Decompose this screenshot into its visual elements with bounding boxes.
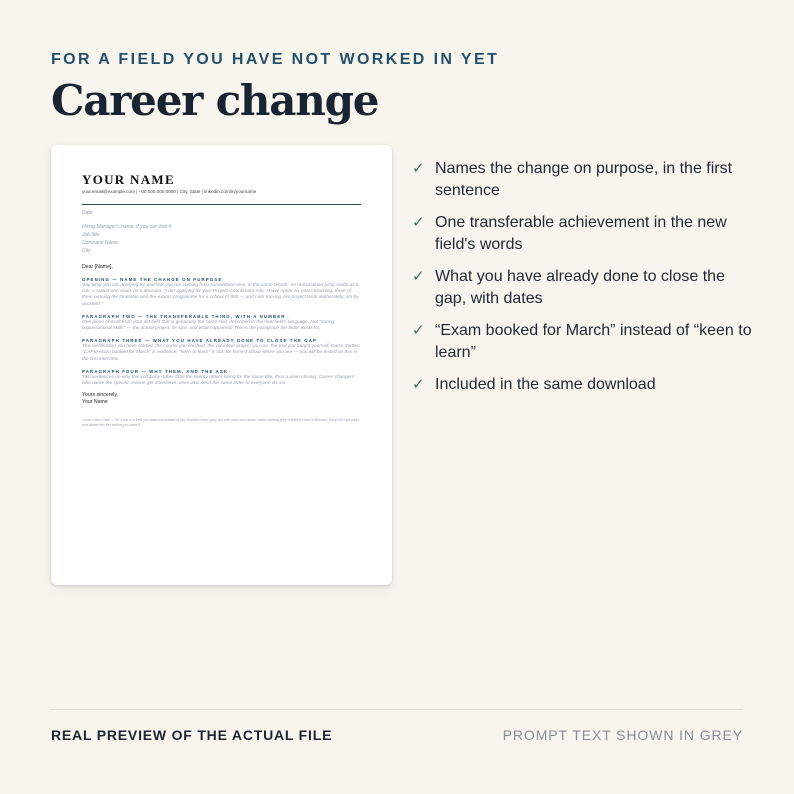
doc-section-heading: OPENING — NAME THE CHANGE ON PURPOSE — [82, 277, 223, 282]
checklist-item — [412, 266, 752, 309]
doc-section-body: Two sentences on why this company rather than the twenty others hiring for the same title, then a plain closing. Career changers who name the specific reason get interviews; ones who send the same letter to everyone do not. — [82, 374, 355, 387]
doc-section-heading: PARAGRAPH FOUR — WHY THEM, AND THE ASK — [82, 368, 229, 374]
checkmark-icon: ✓ — [412, 376, 425, 393]
footer-right-label: PROMPT TEXT SHOWN IN GREY — [502, 727, 743, 743]
page-title: Career change — [51, 76, 379, 125]
checklist-item-text: Included in the same download — [435, 376, 656, 393]
doc-footnote: Cover Letter Pack — for a job in a field you have not worked in yet. Replace every grey line with your own words; when nothing grey is left the letter is finished. Keep it to one page and delete this line before you send it. — [82, 418, 360, 427]
feature-checklist — [412, 158, 752, 396]
footer-divider — [51, 709, 743, 710]
checkmark-icon: ✓ — [412, 322, 425, 339]
doc-closing-line: Yours sincerely, — [82, 392, 119, 399]
doc-header-rule — [82, 204, 361, 205]
document-preview-card — [51, 145, 392, 585]
checklist-item-text: “Exam booked for March” instead of “keen to learn” — [435, 322, 752, 361]
checklist-item — [412, 374, 752, 396]
checklist-item-text: One transferable achievement in the new field's words — [435, 214, 727, 253]
doc-name: YOUR NAME — [82, 172, 175, 187]
checklist-item — [412, 158, 752, 201]
doc-address-line: Hiring Manager's name, if you can find it — [82, 224, 172, 230]
doc-section-heading: PARAGRAPH TWO — THE TRANSFERABLE THING, WITH A NUMBER — [82, 313, 286, 319]
doc-salutation: Dear [Name], — [82, 264, 113, 270]
checkmark-icon: ✓ — [412, 268, 425, 285]
doc-address-line: City — [82, 248, 91, 254]
doc-section-heading: PARAGRAPH THREE — WHAT YOU HAVE ALREADY DONE TO CLOSE THE GAP — [82, 338, 318, 344]
doc-address-line: Job title — [82, 232, 100, 238]
checklist-item-text: Names the change on purpose, in the first sentence — [435, 160, 733, 199]
doc-section-body: One piece of work from your old field that is genuinely the same skill, described in the new field's language. Not "strong organisational skills" — the actual project, its size, and what happened. This is the paragraph the letter exists for. — [82, 319, 335, 332]
doc-date: Date — [82, 210, 93, 216]
doc-section-body: The certification you have started, the course you finished, the volunteer project you ran, the tool you taught yourself. Dates matter: "CAPM exam booked for March" is evidence, "keen to learn" is not. Be honest about where you are — you will be tested on this in the first interview. — [82, 344, 360, 362]
checklist-item — [412, 212, 752, 255]
doc-signature: Your Name — [82, 399, 108, 406]
footer-left-label: REAL PREVIEW OF THE ACTUAL FILE — [51, 727, 333, 743]
doc-contact-line: your.email@example.com | +00 000 000 0000 | City, State | linkedin.com/in/yourname — [82, 189, 257, 194]
eyebrow-label: FOR A FIELD YOU HAVE NOT WORKED IN YET — [51, 51, 500, 68]
cover-letter-document — [82, 173, 361, 427]
doc-address-block — [82, 223, 361, 255]
doc-address-line: Company Name — [82, 240, 119, 246]
doc-closing — [82, 392, 361, 406]
checklist-item-text: What you have already done to close the gap, with dates — [435, 268, 725, 307]
checkmark-icon: ✓ — [412, 214, 425, 231]
checklist-item — [412, 320, 752, 363]
doc-section-body: Say what you are applying for and that you are coming from somewhere else, in the same breath. An unexplained jump reads as a risk; a stated one reads as a decision. "I am applying for your Project Coordinator role. I have spent six years teaching, three of them running the timetable and the exams programme for a school of 900 — and I am moving into project work deliberately, not by accident." — [82, 283, 359, 307]
checkmark-icon: ✓ — [412, 160, 425, 177]
